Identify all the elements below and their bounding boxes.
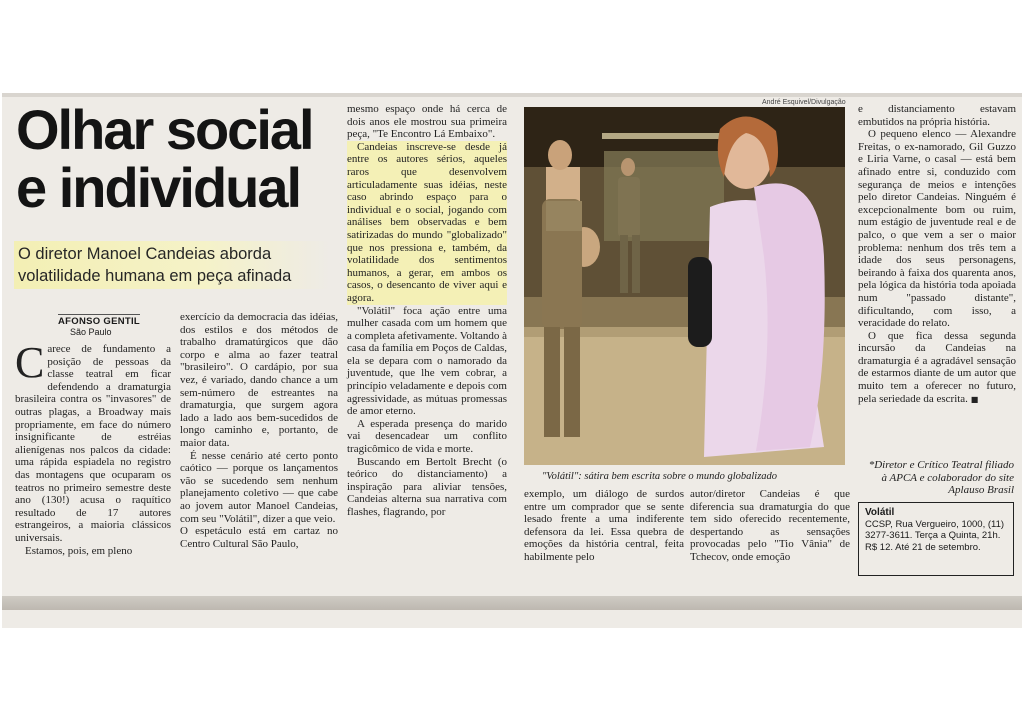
paragraph: O espetáculo está em cartaz no Centro Cultural São Paulo, bbox=[180, 525, 338, 550]
article-headline bbox=[16, 98, 336, 219]
paragraph: "Volátil" foca ação entre uma mulher casada com um homem que a completa afetivamente. Voltando à casa da família em Poços de Caldas, ela se depara com o namorado da juventude, que lhe vem cobrar, a princípio veladamente e depois com agressividade, as mútuas promessas de amor eterno. bbox=[347, 304, 507, 418]
paragraph: e distanciamento estavam embutidos na própria história. bbox=[858, 103, 1016, 128]
byline-author: AFONSO GENTIL bbox=[58, 316, 141, 327]
drop-cap: C bbox=[15, 338, 45, 387]
author-signature: *Diretor e Crítico Teatral filiado à APCA e colaborador do site Aplauso Brasil bbox=[868, 459, 1014, 497]
end-mark: ■ bbox=[970, 394, 979, 404]
paragraph: O pequeno elenco — Alexandre Freitas, o ex-namorado, Gil Guzzo e Liria Varne, o casal — está bem afinado entre si, conduzido com segurança de meios e intenções pelo diretor Candeias. Ninguém é excepcionalmente bom ou ruim, num estágio de juventude real e de palco, o que vem a ser o maior problema: nenhum dos três tem a idade dos seus personagens, beirando à faixa dos quarenta anos, pela lógica da história toda apoiada num "passado distante", dificultando, com isso, a veracidade do relato. bbox=[858, 128, 1016, 330]
play-photo bbox=[524, 107, 845, 465]
paragraph: exemplo, um diálogo de surdos entre um comprador que se sente lesado frente a uma indiferente defensora da lei. Essa quebra de emoções da história central, feita habilmente pelo bbox=[524, 488, 684, 563]
clipping-top-edge bbox=[2, 93, 1022, 97]
article-deck: O diretor Manoel Candeias aborda volatilidade humana em peça afinada bbox=[14, 241, 330, 289]
newspaper-clipping bbox=[2, 93, 1022, 628]
show-info-box bbox=[858, 502, 1014, 576]
clipping-bottom-band bbox=[2, 596, 1022, 610]
paragraph-text: O que fica dessa segunda incursão da Candeias na dramaturgia é a agradável sensação de estarmos diante de um autor que muito tem a oferecer no futuro, pela seriedade da escrita. bbox=[858, 329, 1016, 405]
paragraph: exercício da democracia das idéias, dos estilos e dos métodos de trabalho dramatúrgicos que dão corpo e alma ao fazer teatral "brasileiro". O cardápio, por sua vez, é variado, dando chance a um sem-número de estreantes na dramaturgia, que surgem agora lado a lado aos bem-sucedidos de longo caminho e, portanto, de maior data. bbox=[180, 311, 338, 449]
paragraph: É nesse cenário até certo ponto caótico — porque os lançamentos vão se sucedendo sem nenhum planejamento coletivo — que cabe ao jovem autor Manoel Candeias, com seu "Volátil", dizer a que veio. bbox=[180, 449, 338, 525]
info-box-body: CCSP, Rua Vergueiro, 1000, (11) 3277-3611. Terça a Quinta, 21h. R$ 12. Até 21 de setembro. bbox=[865, 518, 1005, 553]
article-column-5 bbox=[690, 488, 850, 564]
article-column-2 bbox=[180, 311, 338, 550]
paragraph: autor/diretor Candeias é que diferencia sua dramaturgia do que tem sido oferecido recentemente, despertando as sensações provocadas pelo "Tio Vânia" de Tchecov, onde emoção bbox=[690, 488, 850, 563]
article-column-1 bbox=[15, 338, 171, 557]
headline-line-2: e individual bbox=[16, 156, 301, 219]
stage-scene-illustration bbox=[524, 107, 845, 465]
paragraph bbox=[858, 330, 1016, 407]
highlighted-paragraph: Candeias inscreve-se desde já entre os autores sérios, aqueles raros que desenvolvem articuladamente suas idéias, neste caso abrindo espaço para o individual e o social, jogando com análises bem observadas e bem satirizadas do mundo "globalizado" que nos pressiona e, também, da volatilidade dos sentimentos humanos, a gerar, em ambos os casos, o desencanto de viver aqui e agora. bbox=[347, 140, 507, 304]
info-box-title: Volátil bbox=[865, 507, 895, 518]
paragraph: Estamos, pois, em pleno bbox=[25, 544, 133, 557]
paragraph: mesmo espaço onde há cerca de dois anos ele mostrou sua primeira peça, "Te Encontro Lá Embaixo". bbox=[347, 103, 507, 141]
paragraph: A esperada presença do marido vai desencadear um conflito tragicômico de vida e morte. bbox=[347, 417, 507, 456]
article-column-6 bbox=[858, 103, 1016, 406]
photo-credit: André Esquivel/Divulgação bbox=[762, 99, 846, 106]
article-column-3 bbox=[347, 103, 507, 519]
photo-caption: "Volátil": sátira bem escrita sobre o mundo globalizado bbox=[542, 471, 778, 482]
article-column-4 bbox=[524, 488, 684, 564]
paragraph: arece de fundamento a posição de pessoas da classe teatral em ficar defendendo a dramaturgia brasileira contra os "invasores" de outras plagas, a Broadway mais propriamente, em face do número insignificante de estréias alienígenas nos palcos da cidade: uma rápida espiadela no registro das montagens que ocuparam os teatros no primeiro semestre deste ano (130!) acusa o raquítico resultado de 17 autores estrangeiros, a maioria clássicos universais. bbox=[15, 343, 171, 544]
byline-place: São Paulo bbox=[70, 327, 112, 337]
headline-line-1: Olhar social bbox=[16, 98, 313, 161]
paragraph: Buscando em Bertolt Brecht (o teórico do distanciamento) a inspiração para aliviar tensões, Candeias alterna sua narrativa com flashes, flagrando, por bbox=[347, 455, 507, 518]
